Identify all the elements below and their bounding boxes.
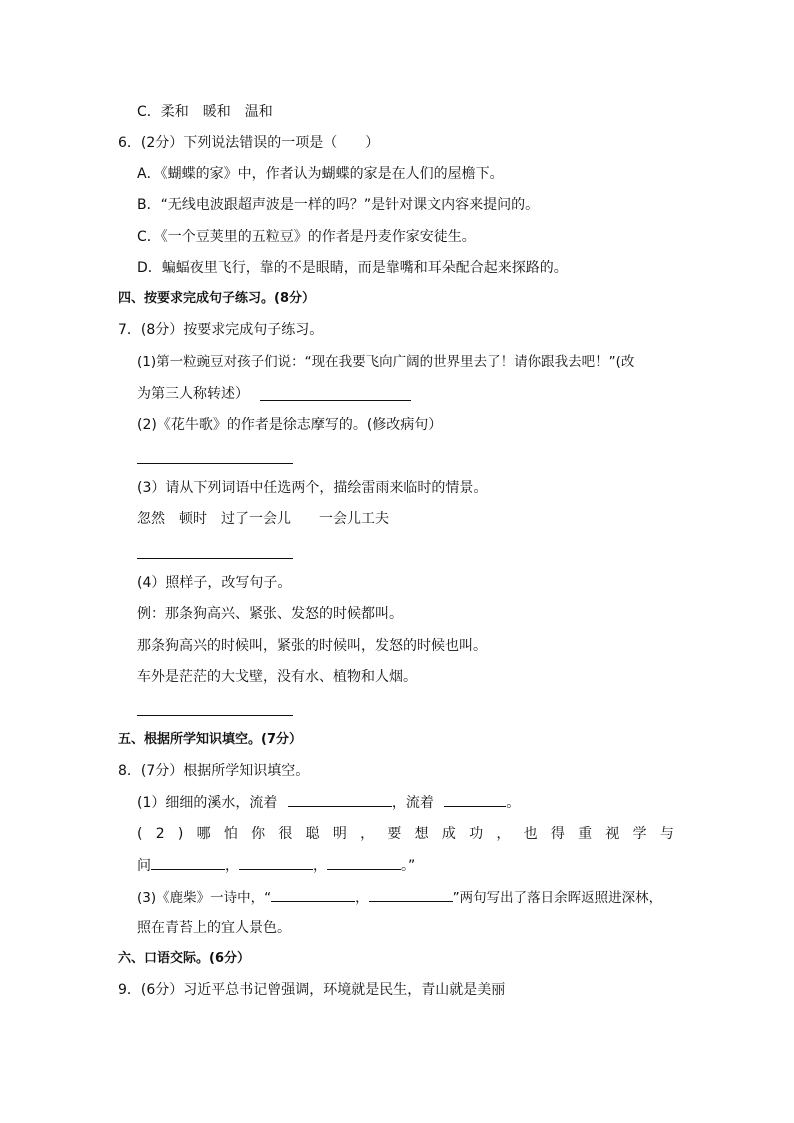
q8-stem: 8．(7分）根据所学知识填空。	[118, 763, 310, 779]
q6-option-a: A．《蝴蝶的家》中，作者认为蝴蝶的家是在人们的屋檐下。	[137, 166, 504, 182]
section-5-heading: 五、根据所学知识填空。(7分）	[118, 732, 302, 747]
q7-part4-example-1: 例：那条狗高兴、紧张、发怒的时候都叫。	[137, 606, 403, 622]
q7-part3-answer-blank[interactable]	[137, 558, 293, 559]
q8-part2-char: ，	[496, 826, 511, 842]
q8-part2-char: 视	[605, 826, 620, 842]
q8-part1-blank-2[interactable]	[444, 792, 506, 807]
q8-part1-text-b: ，流着	[391, 795, 434, 811]
q9-stem: 9．(6分）习近平总书记曾强调，环境就是民生，青山就是美丽	[118, 982, 506, 998]
q6-option-d: D．蝙蝠夜里飞行，靠的不是眼睛，而是靠嘴和耳朵配合起来探路的。	[137, 260, 568, 276]
q8-part2-char: 哪	[196, 826, 211, 842]
q8-part3-comma: ，	[355, 890, 369, 906]
q7-part3: (3）请从下列词语中任选两个，描绘雷雨来临时的情景。	[137, 480, 488, 496]
q8-part3-line2: 照在青苔上的宜人景色。	[137, 920, 291, 936]
q8-part2-char: 想	[414, 826, 429, 842]
q7-part1-line1: (1)第一粒豌豆对孩子们说：“现在我要飞向广阔的世界里去了！请你跟我去吧！”(改	[137, 354, 635, 370]
q8-part2-char: 重	[578, 826, 593, 842]
q7-stem: 7．(8分）按要求完成句子练习。	[118, 322, 324, 338]
q8-part1-blank-1[interactable]	[288, 792, 392, 807]
q8-part2-char: 学	[632, 826, 647, 842]
q8-part3-blank-2[interactable]	[369, 887, 453, 902]
q8-part2-blank-3[interactable]	[327, 855, 401, 870]
q8-part2-char: 你	[251, 826, 266, 842]
q8-part1-text-c: 。	[506, 795, 521, 811]
q6-option-c: C．《一个豆荚里的五粒豆》的作者是丹麦作家安徒生。	[137, 229, 476, 245]
q8-part2-char: 聪	[305, 826, 320, 842]
q8-part2-char: 明	[332, 826, 347, 842]
q6-option-b: B．“无线电波跟超声波是一样的吗？”是针对课文内容来提问的。	[137, 197, 540, 213]
q8-part2-char: )	[177, 826, 184, 842]
q8-part2-line1	[137, 824, 674, 844]
q8-part2-comma-1: ，	[225, 858, 239, 874]
q8-part1-text-a: (1）细细的溪水，流着	[137, 795, 278, 811]
q8-part2-comma-2: ，	[313, 858, 327, 874]
q8-part2-char: 成	[441, 826, 456, 842]
section-6-heading: 六、口语交际。(6分）	[118, 951, 250, 966]
q8-part2-blank-2[interactable]	[239, 855, 313, 870]
q8-part3-text-c: ”两句写出了落日余晖返照进深林，	[452, 890, 663, 906]
q8-part3-blank-1[interactable]	[271, 887, 355, 902]
q8-part2-text-start: 问	[137, 858, 151, 874]
q7-part4-task: 车外是茫茫的大戈壁，没有水、植物和人烟。	[137, 669, 417, 685]
q5-option-c: C．柔和 暖和 温和	[137, 104, 273, 120]
q8-part2-char: (	[137, 826, 143, 842]
q8-part2-char: ，	[360, 826, 375, 842]
q8-part3-line1	[137, 887, 662, 908]
q7-part1-answer-blank[interactable]	[260, 400, 411, 401]
q8-part2-char: 怕	[223, 826, 238, 842]
q7-part3-word-list: 忽然 顿时 过了一会儿 一会儿工夫	[137, 511, 389, 527]
q7-part4-example-2: 那条狗高兴的时候叫，紧张的时候叫，发怒的时候也叫。	[137, 638, 487, 654]
q8-part2-char: 得	[550, 826, 565, 842]
q8-part2-line2	[137, 855, 415, 876]
q8-part2-char: 2	[155, 826, 165, 842]
q8-part3-text-a: (3)《鹿柴》一诗中，“	[137, 890, 272, 906]
q8-part2-char: 与	[659, 826, 674, 842]
q8-part2-char: 要	[387, 826, 402, 842]
q8-part2-char: 也	[523, 826, 538, 842]
q8-part2-blank-1[interactable]	[151, 855, 225, 870]
q6-stem: 6．(2分）下列说法错误的一项是（ ）	[118, 135, 380, 151]
q8-part2-char: 很	[278, 826, 293, 842]
section-4-heading: 四、按要求完成句子练习。(8分）	[118, 291, 315, 306]
q7-part2-answer-blank[interactable]	[137, 463, 293, 464]
q8-part1	[137, 792, 520, 813]
q7-part2: (2)《花牛歌》的作者是徐志摩写的。(修改病句）	[137, 417, 443, 433]
q7-part1-line2: 为第三人称转述）	[137, 386, 249, 402]
q7-part4-answer-blank[interactable]	[137, 715, 293, 716]
q8-part2-char: 功	[469, 826, 484, 842]
q8-part2-text-end: 。”	[401, 858, 416, 874]
q7-part4: (4）照样子，改写句子。	[137, 575, 292, 591]
